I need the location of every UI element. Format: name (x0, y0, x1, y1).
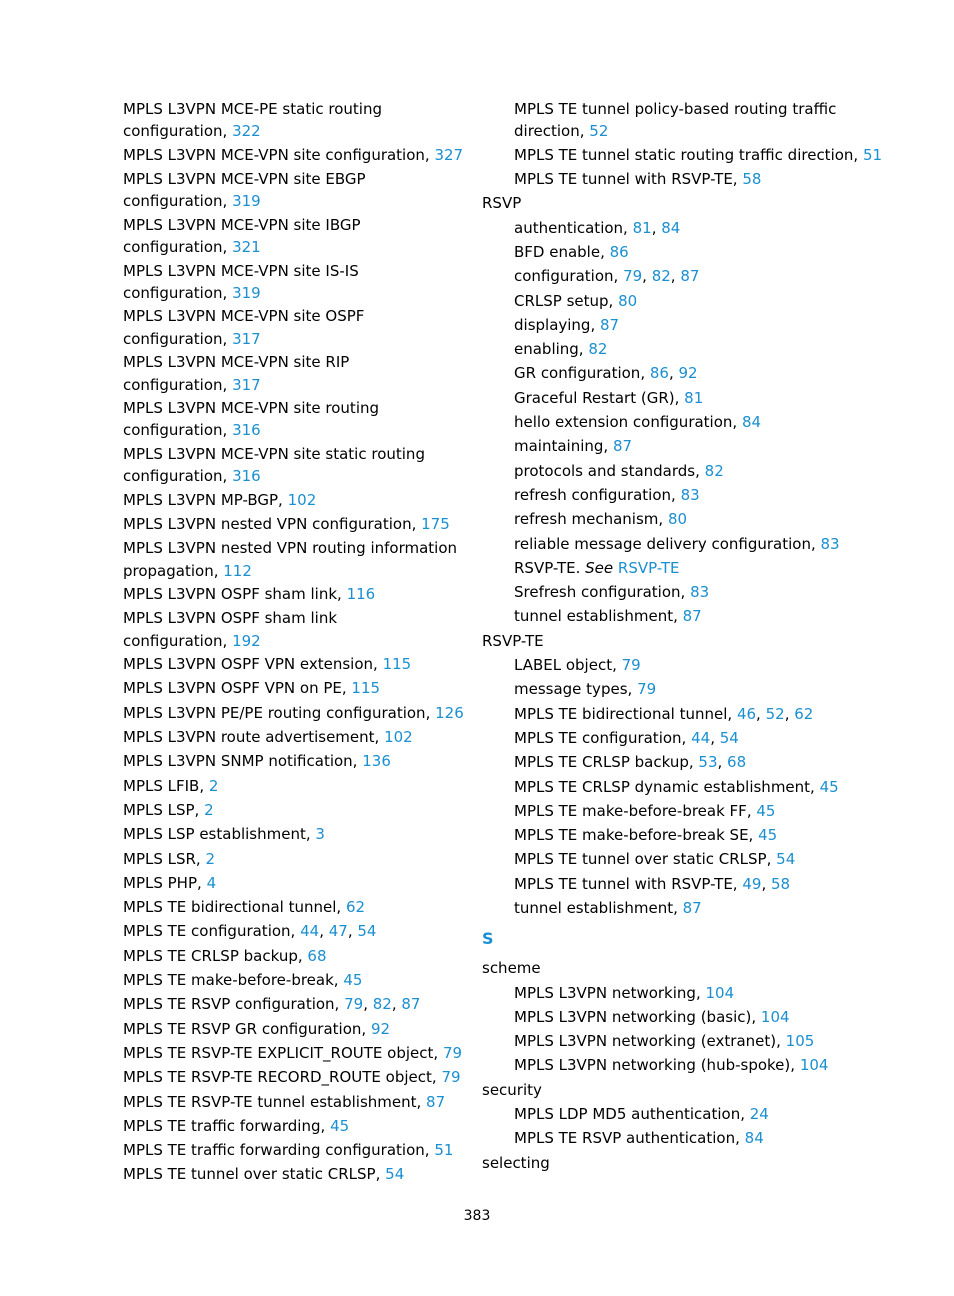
index-entry-label: MPLS LSP establishment, (123, 825, 311, 844)
page-link[interactable]: 82 (704, 461, 724, 480)
index-entry-label: MPLS L3VPN OSPF sham link, (123, 585, 342, 604)
index-entry (123, 237, 468, 259)
index-heading (482, 1151, 882, 1175)
index-entry (123, 1017, 468, 1041)
index-entry (123, 1114, 468, 1138)
index-entry: MPLS TE configuration, 44, 47, 54 (123, 922, 377, 941)
page-link[interactable]: 92 (678, 364, 698, 383)
index-entry (123, 283, 468, 305)
index-entry-label: message types, (514, 680, 633, 699)
page-link[interactable]: 319 (232, 192, 261, 211)
index-entry (123, 798, 468, 822)
index-entry-label: configuration, (514, 267, 619, 286)
page-link[interactable]: 45 (758, 826, 778, 845)
index-entry (482, 289, 882, 313)
index-entry (123, 822, 468, 846)
index-entry (482, 240, 882, 264)
page-link[interactable]: 47 (328, 922, 348, 941)
index-entry (123, 749, 468, 773)
index-entry-label: configuration, (123, 283, 228, 302)
page-link[interactable]: 68 (307, 946, 327, 965)
page-link[interactable]: 86 (609, 242, 629, 261)
page-link[interactable]: 81 (684, 388, 704, 407)
index-entry (123, 895, 468, 919)
index-entry (123, 774, 468, 798)
index-entry (123, 167, 468, 191)
index-entry-label: MPLS TE tunnel policy-based routing traffic (514, 100, 837, 118)
page-link[interactable]: 54 (357, 922, 377, 941)
page-link[interactable]: 58 (771, 874, 791, 893)
index-entry: MPLS TE bidirectional tunnel, 46, 52, 62 (514, 704, 814, 723)
index-entry-label: MPLS TE RSVP-TE RECORD_ROUTE object, (123, 1068, 437, 1087)
index-entry: configuration, 79, 82, 87 (514, 267, 700, 286)
index-entry (482, 847, 882, 871)
page-link[interactable]: 54 (719, 728, 739, 747)
page-link[interactable]: 321 (232, 238, 261, 257)
page-link[interactable]: 46 (736, 704, 757, 723)
index-entry (482, 410, 882, 434)
index-entry (482, 386, 882, 410)
page-link[interactable]: 116 (346, 585, 376, 604)
index-section-letter: S (482, 929, 494, 949)
index-entry-label: MPLS L3VPN PE/PE routing configuration, (123, 703, 431, 722)
index-entry-label: MPLS L3VPN MCE-VPN site EBGP (123, 170, 366, 189)
index-entry-label: MPLS L3VPN MCE-VPN site IBGP (123, 215, 361, 234)
index-entry-label: MPLS L3VPN networking (hub-spoke), (514, 1056, 796, 1075)
index-entry (123, 582, 468, 606)
index-entry-label: enabling, (514, 340, 584, 359)
index-column-right (482, 97, 882, 1175)
page-link[interactable]: 44 (300, 922, 320, 941)
index-entry-label: MPLS TE make-before-break, (123, 971, 339, 990)
page-link[interactable]: 84 (744, 1129, 764, 1148)
page-link[interactable]: 45 (330, 1116, 350, 1135)
index-entry: MPLS TE RSVP configuration, 79, 82, 87 (123, 995, 421, 1014)
index-entry-label: MPLS L3VPN networking, (514, 983, 701, 1002)
index-entry-label: configuration, (123, 192, 228, 211)
index-entry-label: MPLS L3VPN nested VPN configuration, (123, 514, 417, 533)
page-link[interactable]: 317 (232, 329, 261, 348)
index-entry-label: LABEL object, (514, 656, 617, 675)
page-link[interactable]: 104 (705, 983, 735, 1002)
page-link[interactable]: 62 (794, 704, 814, 723)
index-entry-label: MPLS LFIB, (123, 776, 205, 795)
index-entry (123, 701, 468, 725)
index-entry-label: configuration, (123, 421, 228, 440)
index-entry (123, 329, 468, 351)
index-entry (482, 799, 882, 823)
page-link[interactable]: 87 (612, 437, 633, 456)
index-entry (123, 396, 468, 420)
index-entry (482, 580, 882, 604)
page-link[interactable]: 44 (691, 728, 711, 747)
index-entry (482, 604, 882, 628)
index-entry-label: MPLS TE RSVP configuration, (123, 995, 340, 1014)
index-entry-label: MPLS L3VPN OSPF sham link (123, 609, 338, 628)
index-entry (123, 420, 468, 442)
index-entry-label: MPLS L3VPN networking (extranet), (514, 1032, 781, 1051)
index-entry (482, 823, 882, 847)
page-link[interactable]: 24 (749, 1105, 769, 1124)
index-entry-label: propagation, (123, 561, 219, 580)
page-link[interactable]: 68 (727, 753, 747, 772)
index-entry-label: MPLS L3VPN SNMP notification, (123, 752, 358, 771)
page-link[interactable]: 175 (421, 514, 450, 533)
page-link[interactable]: 3 (315, 825, 325, 844)
index-entry-label: RSVP (482, 194, 522, 213)
page-link[interactable]: 54 (776, 850, 796, 869)
index-entry (482, 483, 882, 507)
index-heading (482, 1078, 882, 1102)
page-link[interactable]: 105 (785, 1032, 815, 1051)
index-heading (482, 629, 882, 653)
index-entry-label: authentication, (514, 218, 628, 237)
index-entry-label: MPLS TE tunnel over static CRLSP, (514, 850, 772, 869)
index-entry-label: configuration, (123, 122, 228, 141)
index-entry-label: configuration, (123, 631, 228, 650)
index-entry: GR configuration, 86, 92 (514, 364, 698, 383)
page-link[interactable]: 62 (345, 898, 366, 917)
index-entry (482, 1029, 882, 1053)
index-entry (123, 442, 468, 466)
index-entry (123, 1138, 468, 1162)
page-link[interactable]: 316 (232, 421, 261, 440)
page-link[interactable]: 80 (667, 510, 688, 529)
index-entry (123, 488, 468, 512)
page-link[interactable]: 104 (760, 1007, 790, 1026)
index-entry-label: configuration, (123, 375, 228, 394)
index-entry (482, 337, 882, 361)
index-entry-label: refresh configuration, (514, 485, 676, 504)
index-entry (123, 676, 468, 700)
index-entry (123, 606, 468, 630)
index-entry (123, 968, 468, 992)
index-entry-label: RSVP-TE (482, 631, 544, 650)
index-entry-label: tunnel establishment, (514, 899, 678, 917)
index-entry (123, 97, 468, 121)
index-entry (123, 1065, 468, 1089)
page-number: 383 (463, 1208, 491, 1224)
index-entry (123, 631, 468, 653)
page-link[interactable]: 79 (442, 1043, 463, 1062)
index-entry (123, 944, 468, 968)
index-entry-label: MPLS L3VPN MP-BGP, (123, 490, 283, 509)
index-entry (123, 143, 468, 167)
page-link[interactable]: 87 (426, 1092, 446, 1111)
page-link[interactable]: 86 (649, 364, 669, 383)
index-entry (482, 896, 882, 920)
index-entry (482, 532, 882, 556)
page-link[interactable]: 2 (204, 800, 214, 819)
page-link[interactable]: 58 (742, 170, 762, 189)
index-entry-label: MPLS TE make-before-break FF, (514, 801, 752, 820)
index-entry (123, 561, 468, 583)
index-heading (482, 956, 882, 980)
page-link[interactable]: 79 (637, 680, 657, 699)
index-entry (123, 121, 468, 143)
index-entry-label: protocols and standards, (514, 461, 700, 480)
page-link[interactable]: 192 (232, 631, 261, 650)
page-link[interactable]: 51 (862, 145, 883, 164)
index-entry (482, 981, 882, 1005)
page-link[interactable]: 112 (223, 561, 252, 580)
page-link[interactable]: 81 (632, 218, 652, 237)
page-link[interactable]: 126 (435, 703, 464, 722)
page-link[interactable]: 84 (661, 218, 681, 237)
index-entry-label: MPLS L3VPN MCE-VPN site IS-IS (123, 261, 359, 280)
index-entry-label: Srefresh configuration, (514, 583, 686, 602)
index-entry: MPLS TE tunnel with RSVP-TE, 49, 58 (514, 874, 791, 893)
index-entry-label: MPLS TE RSVP-TE tunnel establishment, (123, 1092, 422, 1111)
index-entry-label: security (482, 1080, 542, 1099)
page-link[interactable]: 53 (698, 753, 718, 772)
index-entry-label: MPLS TE RSVP-TE EXPLICIT_ROUTE object, (123, 1043, 439, 1062)
index-entry-label: MPLS PHP, (123, 873, 202, 892)
index-entry-label: MPLS LSR, (123, 849, 201, 868)
index-entry (123, 375, 468, 397)
index-entry (123, 1162, 468, 1186)
index-entry: MPLS TE CRLSP backup, 53, 68 (514, 753, 747, 772)
index-entry (482, 556, 882, 580)
index-entry-label: configuration, (123, 329, 228, 348)
page-link[interactable]: 319 (232, 283, 261, 302)
index-entry-label: MPLS L3VPN MCE-PE static routing (123, 100, 382, 118)
index-entry (482, 459, 882, 483)
page-link[interactable]: 45 (819, 777, 839, 796)
index-entry-label: MPLS TE CRLSP backup, (123, 946, 303, 965)
index-entry-label: MPLS L3VPN route advertisement, (123, 728, 380, 747)
index-entry (123, 512, 468, 536)
index-entry (482, 97, 882, 121)
index-entry-label: MPLS L3VPN MCE-VPN site OSPF (123, 307, 365, 326)
index-entry-label: RSVP-TE. (514, 558, 581, 577)
page-link[interactable]: 52 (765, 704, 785, 723)
index-entry-label: MPLS TE make-before-break SE, (514, 826, 754, 845)
index-entry-label: CRLSP setup, (514, 291, 614, 310)
index-entry-label: scheme (482, 959, 541, 978)
index-entry-label: MPLS LSP, (123, 800, 200, 819)
index-entry-label: direction, (514, 122, 585, 141)
index-entry-label: GR configuration, (514, 364, 646, 383)
index-entry (123, 725, 468, 749)
index-entry-label: selecting (482, 1153, 550, 1172)
index-entry-label: MPLS TE CRLSP backup, (514, 753, 694, 772)
index-entry-label: MPLS LDP MD5 authentication, (514, 1105, 745, 1124)
index-entry (123, 259, 468, 283)
index-entry (482, 1005, 882, 1029)
index-entry (123, 871, 468, 895)
index-entry (482, 507, 882, 531)
page-link[interactable]: 104 (799, 1056, 829, 1075)
index-entry (123, 847, 468, 871)
index-entry-label: MPLS TE tunnel over static CRLSP, (123, 1165, 381, 1184)
index-entry (123, 652, 468, 676)
index-entry-label: maintaining, (514, 437, 609, 456)
page-link[interactable]: 2 (208, 776, 219, 795)
page-link[interactable]: 79 (621, 656, 641, 675)
page-link[interactable]: 79 (441, 1068, 461, 1087)
index-entry (482, 143, 882, 167)
index-entry (123, 536, 468, 560)
page-link[interactable]: 45 (756, 801, 776, 820)
page-link[interactable]: 115 (351, 679, 381, 698)
page-link[interactable]: 52 (589, 122, 609, 141)
index-entry (123, 304, 468, 328)
index-entry (482, 653, 882, 677)
index-entry-label: BFD enable, (514, 242, 605, 261)
index-entry-label: MPLS TE configuration, (514, 728, 687, 747)
index-entry-label: MPLS TE tunnel static routing traffic direction, (514, 145, 859, 164)
index-entry (123, 213, 468, 237)
index-entry-label: Graceful Restart (GR), (514, 388, 680, 407)
page-link[interactable]: 83 (820, 534, 840, 553)
index-entry-label: MPLS L3VPN OSPF VPN on PE, (123, 679, 347, 698)
page-link[interactable]: 54 (385, 1165, 405, 1184)
index-entry-label: MPLS TE bidirectional tunnel, (514, 704, 733, 723)
index-entry: MPLS TE configuration, 44, 54 (514, 728, 739, 747)
page-link[interactable]: 83 (680, 485, 700, 504)
page-link[interactable]: 49 (742, 874, 762, 893)
see-reference-link[interactable]: RSVP-TE (617, 558, 680, 577)
page-link[interactable]: 317 (232, 375, 261, 394)
index-entry-label: MPLS TE bidirectional tunnel, (123, 898, 342, 917)
index-entry (482, 434, 882, 458)
index-entry-label: MPLS TE traffic forwarding, (123, 1116, 326, 1135)
index-entry-label: configuration, (123, 467, 228, 486)
page-link[interactable]: 87 (401, 995, 421, 1014)
page-link[interactable]: 92 (370, 1019, 391, 1038)
index-entry-label: MPLS L3VPN MCE-VPN site RIP (123, 353, 350, 372)
index-entry-label: MPLS TE RSVP authentication, (514, 1129, 740, 1148)
index-entry (482, 167, 882, 191)
index-entry-label: refresh mechanism, (514, 510, 664, 529)
index-entry (123, 191, 468, 213)
index-entry (482, 121, 882, 143)
page-link[interactable]: 327 (434, 145, 464, 164)
index-entry-label: configuration, (123, 238, 228, 257)
page-link[interactable]: 102 (384, 728, 413, 747)
index-entry (123, 1090, 468, 1114)
index-entry-label: MPLS L3VPN nested VPN routing information (123, 539, 458, 558)
index-entry (482, 677, 882, 701)
see-reference-label: See (585, 558, 614, 577)
index-entry-label: MPLS L3VPN MCE-VPN site static routing (123, 444, 425, 463)
page-link[interactable]: 2 (205, 849, 216, 868)
page-link[interactable]: 87 (680, 267, 700, 286)
index-heading (482, 191, 882, 215)
index-entry (482, 1053, 882, 1077)
page-link[interactable]: 83 (690, 583, 710, 602)
index-entry-label: MPLS L3VPN OSPF VPN extension, (123, 655, 378, 674)
index-entry-label: MPLS TE traffic forwarding configuration, (123, 1141, 430, 1160)
page-link[interactable]: 84 (741, 413, 762, 432)
page-link[interactable]: 79 (344, 995, 364, 1014)
page-link[interactable]: 45 (343, 971, 363, 990)
page-link[interactable]: 87 (600, 315, 620, 334)
index-entry-label: MPLS TE configuration, (123, 922, 296, 941)
page-link[interactable]: 316 (232, 467, 261, 486)
index-entry-label: MPLS L3VPN MCE-VPN site routing (123, 399, 380, 418)
index-entry-label: reliable message delivery configuration, (514, 534, 816, 553)
page-link[interactable]: 136 (362, 752, 391, 771)
page-link[interactable]: 87 (682, 607, 702, 626)
index-entry-label: hello extension configuration, (514, 413, 738, 432)
index-entry-label: tunnel establishment, (514, 607, 678, 626)
index-entry: authentication, 81, 84 (514, 218, 681, 237)
index-entry-label: MPLS TE CRLSP dynamic establishment, (514, 777, 815, 796)
index-entry (482, 775, 882, 799)
page-link[interactable]: 82 (651, 267, 671, 286)
index-column-left (123, 97, 468, 1187)
index-entry (482, 313, 882, 337)
page-link[interactable]: 51 (434, 1141, 454, 1160)
page-link[interactable]: 87 (682, 899, 702, 917)
page-link[interactable]: 322 (232, 122, 261, 141)
index-entry (482, 1102, 882, 1126)
page-link[interactable]: 82 (372, 995, 392, 1014)
index-entry-label: MPLS TE tunnel with RSVP-TE, (514, 874, 738, 893)
page-link[interactable]: 4 (206, 873, 217, 892)
index-entry (123, 1041, 468, 1065)
index-entry-label: MPLS L3VPN MCE-VPN site configuration, (123, 145, 430, 164)
index-entry-label: MPLS TE tunnel with RSVP-TE, (514, 170, 738, 189)
index-entry-label: MPLS TE RSVP GR configuration, (123, 1019, 367, 1038)
index-entry-label: MPLS L3VPN networking (basic), (514, 1007, 757, 1026)
page-link[interactable]: 82 (588, 340, 608, 359)
index-entry (482, 1126, 882, 1150)
index-entry (123, 350, 468, 374)
page-link[interactable]: 102 (287, 490, 317, 509)
page-link[interactable]: 115 (382, 655, 412, 674)
index-entry-label: displaying, (514, 315, 596, 334)
index-entry (123, 466, 468, 488)
page-link[interactable]: 79 (623, 267, 643, 286)
page-link[interactable]: 80 (618, 291, 638, 310)
